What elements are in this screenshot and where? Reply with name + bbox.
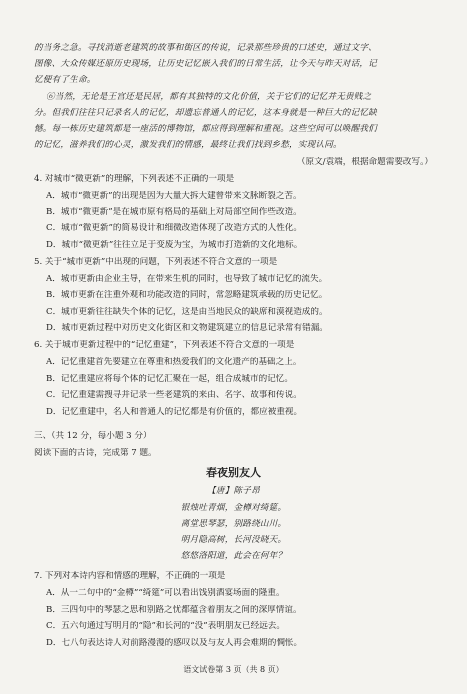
passage-line: ⑥当然，无论是王宫还是民居，都有其独特的文化价值，关于它们的记忆并无贵贱之 xyxy=(46,92,372,102)
passage-line: 憾。每一栋历史建筑都是一座活的博物馆，都应得到理解和重视。这些空间可以唤醒我们 xyxy=(34,124,377,134)
question-4-option-d: D．城市“微更新”往往立足于变废为宝，为城市打造新的文化地标。 xyxy=(46,240,303,250)
question-7-option-d: D．七八句表达诗人对前路漫漫的感叹以及与友人再会难期的惆怅。 xyxy=(46,638,303,648)
passage-line: 的记忆，滋养我们的心灵，激发我们的情感，最终让我们找到乡愁，实现认同。 xyxy=(34,140,342,150)
section-3-instruction: 阅读下面的古诗，完成第 7 题。 xyxy=(34,448,157,458)
poem-line: 明月隐高树，长河没晓天。 xyxy=(180,535,287,545)
question-6-stem: 6. 关于城市更新过程中的“记忆重建”，下列表述不符合文意的一项是 xyxy=(34,340,295,350)
question-4-option-b: B．城市“微更新”是在城市原有格局的基础上对局部空间作些改造。 xyxy=(46,207,302,217)
passage-line: 分。但我们往往只记录名人的记忆，却遗忘普通人的记忆，这本身就是一种巨大的记忆缺 xyxy=(34,108,377,118)
poem-line: 离堂思琴瑟，别路绕山川。 xyxy=(180,519,287,529)
poem-title: 春夜别友人 xyxy=(206,467,261,478)
poem-line: 银烛吐青烟，金樽对绮筵。 xyxy=(180,503,287,513)
question-4-stem: 4. 对城市“微更新”的理解，下列表述不正确的一项是 xyxy=(34,174,235,184)
question-5-option-b: B．城市更新在注重外观和功能改造的同时，常忽略建筑承载的历史记忆。 xyxy=(46,290,328,300)
question-6-option-c: C．记忆重建需搜寻并记录一些老建筑的来由、名字、故事和传说。 xyxy=(46,390,302,400)
passage-line: 的当务之急。寻找消逝老建筑的故事和街区的传说，记录那些珍贵的口述史，通过文字、 xyxy=(34,43,377,53)
question-5-option-c: C．城市更新往往缺失个体的记忆，这是由当地民众的缺席和漠视造成的。 xyxy=(46,307,328,317)
passage-line: 忆便有了生命。 xyxy=(34,75,96,85)
question-6-option-b: B．记忆重建应将每个体的记忆汇聚在一起，组合成城市的记忆。 xyxy=(46,374,293,384)
question-7-stem: 7. 下列对本诗内容和情感的理解，不正确的一项是 xyxy=(34,571,226,581)
section-3-header: 三、（共 12 分，每小题 3 分） xyxy=(34,431,152,441)
page-footer: 语文试卷第 3 页（共 8 页） xyxy=(183,665,284,674)
question-4-option-a: A．城市“微更新”的出现是因为大量大拆大建曾带来文脉断裂之苦。 xyxy=(46,191,302,201)
question-7-option-a: A．从一二句中的“金樽”“绮筵”可以看出饯别酒宴场面的隆重。 xyxy=(46,588,285,598)
question-5-stem: 5. 关于“城市更新”中出现的问题，下列表述不符合文意的一项是 xyxy=(34,257,278,267)
question-7-option-b: B．三四句中的琴瑟之思和别路之忧都蕴含着朋友之间的深厚情谊。 xyxy=(46,605,302,615)
question-6-option-d: D．记忆重建中，名人和普通人的记忆都是有价值的，都应被重视。 xyxy=(46,407,303,417)
passage-line: 图像、大众传媒还原历史现场，让历史记忆嵌入我们的日常生活，让今天与昨天对话，记 xyxy=(34,59,377,69)
passage-source: （原文/袁端，根据命题需要改写。） xyxy=(296,157,433,167)
poem-line: 悠悠洛阳道，此会在何年？ xyxy=(180,551,287,561)
question-7-option-c: C．五六句通过写明月的“隐”和长河的“没”表明朋友已经远去。 xyxy=(46,621,285,631)
question-6-option-a: A．记忆重建首先要建立在尊重和热爱我们的文化遗产的基础之上。 xyxy=(46,357,302,367)
question-5-option-a: A．城市更新由企业主导，在带来生机的同时，也导致了城市记忆的流失。 xyxy=(46,274,328,284)
question-5-option-d: D．城市更新过程中对历史文化街区和文物建筑建立的信息记录常有错漏。 xyxy=(46,323,328,333)
question-4-option-c: C．城市“微更新”的简易设计和细微改造体现了改造方式的人性化。 xyxy=(46,223,302,233)
poem-author: 【唐】陈子昂 xyxy=(207,486,260,496)
